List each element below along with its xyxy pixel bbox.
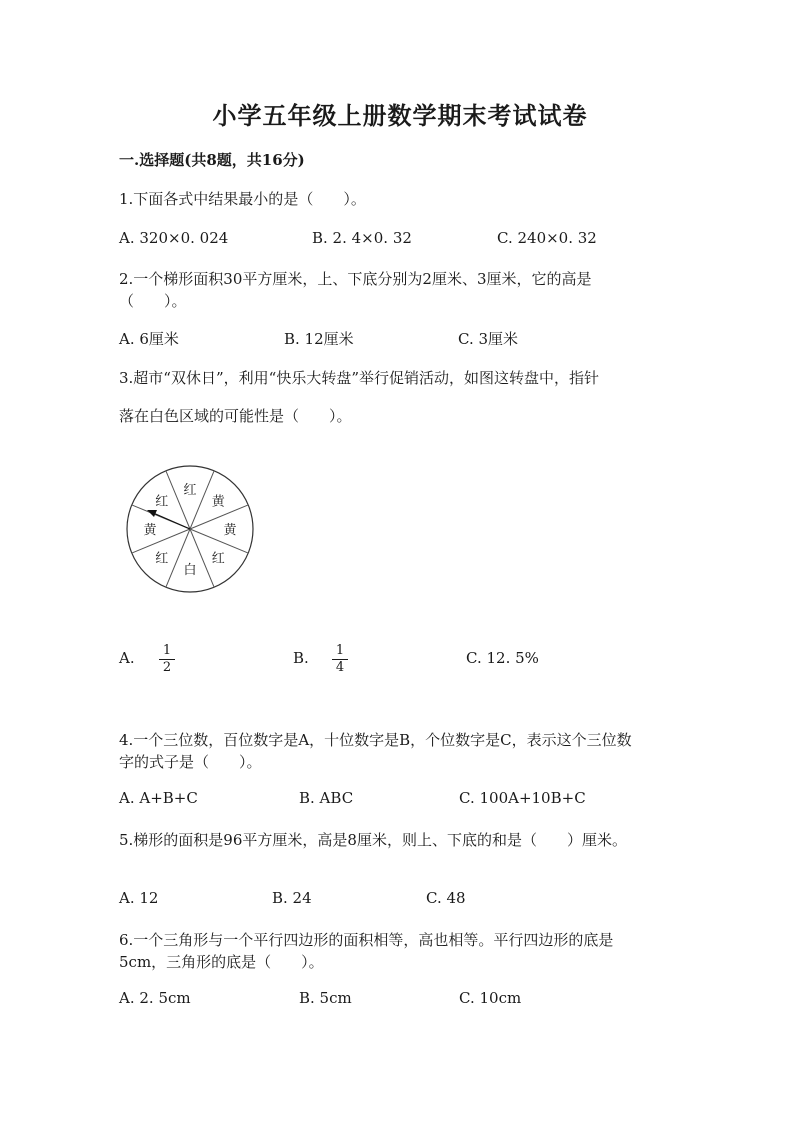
question-1-option-a: A. 320×0. 024 [119, 229, 229, 247]
question-5-option-c: C. 48 [426, 889, 466, 907]
question-2-text-line2: （ ）。 [119, 292, 187, 310]
question-3-text-line2: 落在白色区域的可能性是（ ）。 [119, 407, 352, 425]
question-6-text-line1: 6.一个三角形与一个平行四边形的面积相等，高也相等。平行四边形的底是 [119, 931, 614, 949]
fraction-numerator: 1 [162, 643, 172, 658]
question-4-option-c: C. 100A+10B+C [459, 789, 586, 807]
question-2-option-b: B. 12厘米 [284, 330, 354, 348]
question-5-text: 5.梯形的面积是96平方厘米，高是8厘米，则上、下底的和是（ ）厘米。 [119, 831, 627, 849]
fraction-denominator: 4 [335, 660, 345, 675]
spinner-diagram [125, 464, 261, 600]
spinner-sector-label: 红 [155, 551, 169, 567]
question-2-option-c: C. 3厘米 [458, 330, 519, 348]
spinner-sector-label: 白 [183, 563, 197, 578]
question-4-text-line1: 4.一个三位数，百位数字是A，十位数字是B，个位数字是C，表示这个三位数 [119, 731, 632, 749]
page-title: 小学五年级上册数学期末考试试卷 [212, 101, 588, 130]
question-6-option-b: B. 5cm [299, 989, 352, 1007]
question-3-option-b-label: B. [293, 649, 309, 667]
spinner-pointer-arrowhead [147, 510, 157, 517]
question-4-text-line2: 字的式子是（ ）。 [119, 753, 262, 771]
spinner-sector-label: 黄 [211, 494, 225, 510]
question-3-option-a-label: A. [119, 649, 135, 667]
fraction-denominator: 2 [162, 660, 172, 675]
question-4-option-a: A. A+B+C [119, 789, 198, 807]
spinner-sector-label: 黄 [223, 523, 237, 538]
question-6-text-line2: 5cm，三角形的底是（ ）。 [119, 953, 324, 971]
spinner-sector-label: 黄 [143, 523, 157, 538]
question-2-option-a: A. 6厘米 [119, 330, 179, 348]
section-heading: 一.选择题(共8题，共16分) [119, 151, 305, 169]
question-5-option-a: A. 12 [119, 889, 159, 907]
question-3-option-b-fraction [332, 644, 348, 675]
question-3-text-line1: 3.超市“双休日”，利用“快乐大转盘”举行促销活动，如图这转盘中，指针 [119, 369, 599, 387]
spinner-sector-label: 红 [183, 483, 197, 498]
fraction-numerator: 1 [335, 643, 345, 658]
spinner-sector-label: 红 [211, 551, 225, 567]
question-6-option-c: C. 10cm [459, 989, 522, 1007]
question-3-option-c: C. 12. 5% [466, 649, 539, 667]
spinner-sector-label: 红 [155, 494, 169, 510]
question-5-option-b: B. 24 [272, 889, 312, 907]
question-2-text-line1: 2.一个梯形面积30平方厘米，上、下底分别为2厘米、3厘米，它的高是 [119, 270, 592, 288]
question-6-option-a: A. 2. 5cm [119, 989, 191, 1007]
question-4-option-b: B. ABC [299, 789, 354, 807]
question-1-text: 1.下面各式中结果最小的是（ ）。 [119, 190, 366, 208]
question-3-option-a-fraction [159, 644, 175, 675]
question-1-option-c: C. 240×0. 32 [497, 229, 597, 247]
question-1-option-b: B. 2. 4×0. 32 [312, 229, 412, 247]
